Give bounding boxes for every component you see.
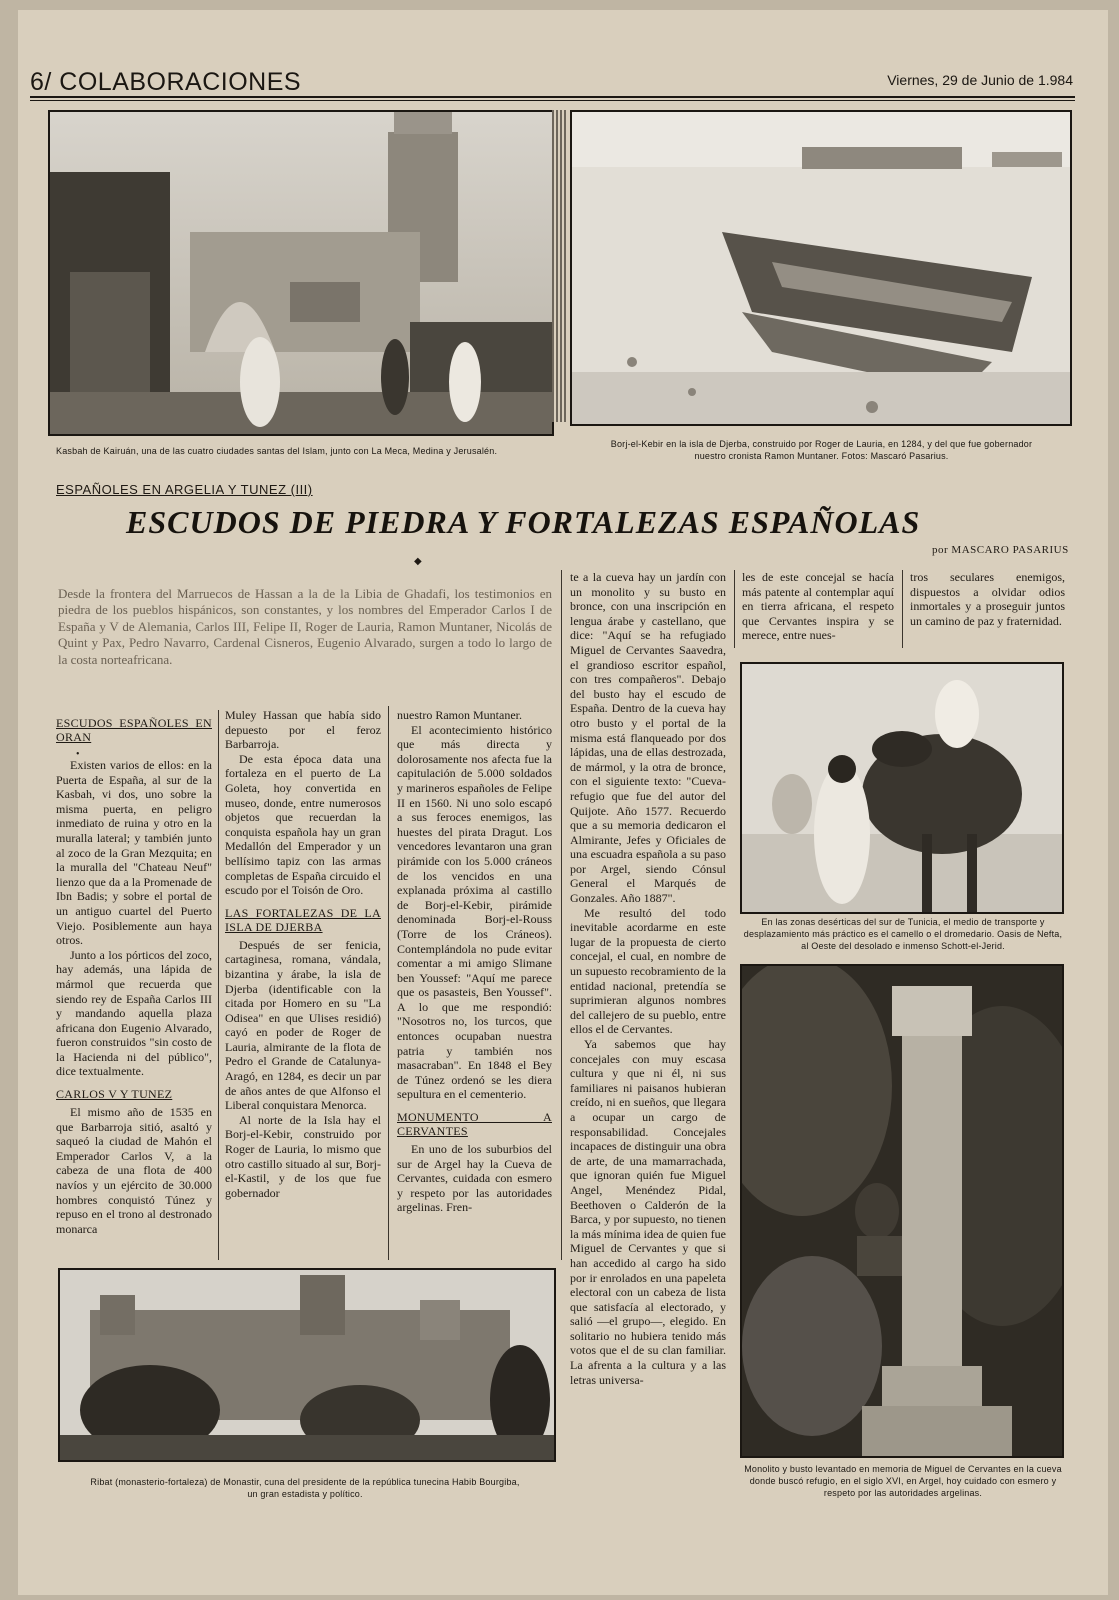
- column-3: [397, 708, 552, 1261]
- photo-kasbah-kairouan: [48, 110, 554, 436]
- paragraph: En uno de los suburbios del sur de Argel hay la Cueva de Cervantes, cuidada con esmero y respeto por las autoridades argelinas. Fren-: [397, 1142, 552, 1215]
- column-rule: [561, 570, 562, 1260]
- paragraph: El mismo año de 1535 en que Barbarroja sitió, asaltó y saqueó la ciudad de Mahón el Emperador Carlos V, a la cabeza de una flota de 400 navíos y un ejército de 30.000 hombres conquistó Túnez y repuso en el trono al destronado monarca: [56, 1105, 212, 1236]
- photo-borj-el-kebir: [570, 110, 1072, 426]
- paragraph: Después de ser fenicia, cartaginesa, romana, vándala, bizantina y árabe, la isla de Djerba (identificable con la citada por Homero en su "La Odisea" en que Ulises residió) cayó en poder de Roger de Lauria, almirante de la flota de Pedro el Grande de Catalunya-Aragó, en 1284, es decir un par de años antes de que Alfonso el Liberal conquistara Menorca.: [225, 937, 381, 1113]
- paragraph: tros seculares enemigos, dispuestos a olvidar odios inmortales y a proseguir juntos un camino de paz y fraternidad.: [910, 570, 1065, 628]
- paragraph: les de este concejal se hacía más patente al contemplar aquí en tierra africana, el respeto que Cervantes inspira y se merece, entre nues-: [742, 570, 894, 643]
- caption-djerba-line2: nuestro cronista Ramon Muntaner. Fotos: Mascaró Pasarius.: [694, 451, 949, 461]
- paragraph: Ya sabemos que hay concejales con muy escasa cultura y que ni él, ni sus familiares ni paisanos hubieran creído, ni en sueños, que llegara a ocupar un cargo de responsabilidad. Concejales incapaces de distinguir una obra de arte, de una mamarrachada, que ignoran quién fue Miguel Angel, Menéndez Pidal, Beethoven o Calderón de la Barca, y por supuesto, no tienen la más mínima idea de quien fue Miguel de Cervantes y que si han accedido al cargo ha sido por ir enrolados en una papeleta electoral con un cabeza de lista que satisfacía al electorado, y salió —el grupo—, elegido. En solitario no hubiera tenido más votos que el de su clan familiar. La afrenta a la cultura y a las letras universa-: [570, 1037, 726, 1387]
- caption-djerba-line1: Borj-el-Kebir en la isla de Djerba, construido por Roger de Lauria, en 1284, y del que fue gobernador: [610, 439, 1033, 449]
- paragraph: nuestro Ramon Muntaner.: [397, 708, 522, 722]
- caption-djerba: [574, 438, 1069, 462]
- ornament-icon: ◆: [414, 556, 422, 567]
- paragraph: te a la cueva hay un jardín con un monolito y su busto en bronce, con una inscripción en lengua árabe y castellano, que dice: "Aquí se ha refugiado Miguel de Cervantes Saavedra, el grandioso escritor español, con tres compañeros". Debajo del busto hay el escudo de España. Dentro de la cueva hay otro busto y el portal de la misma está flanqueado por dos lápidas, una de ellas destrozada, de mármol, y la otra de bronce, con el siguiente texto: "Cueva-refugio que fue del autor del Quijote. Año 1577. Recuerdo que a su memoria dedicaron el Almirante, Jefes y Oficiales de una escuadra española a su paso por Argel, siendo Cónsul General el Marqués de Gonzales. Año 1887".: [570, 570, 726, 906]
- monument-image: [742, 966, 1062, 1456]
- column-rule: [388, 706, 389, 1260]
- subhead-oran: ESCUDOS ESPAÑOLES EN ORAN: [56, 716, 212, 744]
- subhead-cervantes: MONUMENTO A CERVANTES: [397, 1110, 552, 1139]
- column-6: [910, 570, 1065, 650]
- caption-camel: En las zonas desérticas del sur de Tunicia, el medio de transporte y desplazamiento más práctico es el camello o el dromedario. Oasis de Nefta, al Oeste del desolado e inmenso Schott-el-Jerid.: [743, 917, 1063, 951]
- photo-cervantes-monument: [740, 964, 1064, 1458]
- caption-ribat-line1: Ribat (monasterio-fortaleza) de Monastir, cuna del presidente de la república tunecina Habib Bourgiba,: [90, 1477, 520, 1487]
- lead-paragraph: Desde la frontera del Marruecos de Hassan a la de la Libia de Ghadafi, los testimonios en piedra de los pueblos hispánicos, son constantes, y los nombres del Emperador Carlos I de España y V de Alemania, Carlos III, Felipe II, Roger de Lauria, Ramon Muntaner, Nicolás de Quint y Pax, Pedro Navarro, Cardenal Cisneros, Eugenio Alvarado, surgen a todo lo largo de la costa norteafricana.: [58, 586, 552, 667]
- series-kicker: ESPAÑOLES EN ARGELIA Y TUNEZ (III): [56, 482, 313, 497]
- column-4: [570, 570, 726, 1520]
- paragraph: De esta época data una fortaleza en el puerto de La Goleta, hoy convertida en museo, donde, entre numerosos objetos que recuerdan la conquista española hay un gran Medallón del Emperador y un bellísimo tapiz con las armas completas de España circuido el escudo por el Toisón de Oro.: [225, 751, 381, 898]
- paragraph: Me resultó del todo inevitable acordarme en este lugar de la propuesta de cierto concejal, el cual, en nombre de un supuesto recobramiento de la entidad nacional, pretendía se suprimieran algunos nombres del callejero de su pueblo, entre ellos el de Cervantes.: [570, 905, 726, 1037]
- kasbah-image: [50, 112, 552, 434]
- photo-divider: [552, 110, 568, 422]
- column-2: [225, 708, 381, 1261]
- caption-monument: Monolito y busto levantado en memoria de Miguel de Cervantes en la cueva donde buscó refugio, en el siglo XVI, en Argel, hoy cuidado con esmero y respeto por las autoridades argelinas.: [744, 1464, 1062, 1498]
- paragraph: Al norte de la Isla hay el Borj-el-Kebir, construido por Roger de Lauria, lo mismo que otro castillo situado al sur, Borj-el-Kastil, y de los que fue gobernador: [225, 1112, 381, 1200]
- caption-ribat: [58, 1476, 552, 1500]
- column-1: [56, 716, 212, 1261]
- camel-image: [742, 664, 1062, 912]
- caption-ribat-line2: un gran estadista y político.: [247, 1489, 363, 1499]
- paragraph: Existen varios de ellos: en la Puerta de España, al sur de la Kasbah, vi dos, uno sobre la misma puerta, en peligro inmediato de ruina y otro en la muralla lateral; y también junto al zoco de la Gran Mezquita; en la muralla del "Chateau Neuf" lienzo que da a la Promenade de Ibn Badis; y sobre el portal de un antiguo cuartel del Puerto Viejo. Posiblemente aun haya otros.: [56, 758, 212, 948]
- section-title: 6/ COLABORACIONES: [30, 68, 302, 96]
- boats-image: [572, 112, 1070, 424]
- ornament-dot: •: [76, 749, 80, 760]
- column-rule: [902, 570, 903, 648]
- subhead-carlos-v: CARLOS V Y TUNEZ: [56, 1087, 173, 1102]
- paragraph: Muley Hassan que había sido depuesto por el feroz Barbarroja.: [225, 708, 381, 752]
- paragraph: Junto a los pórticos del zoco, hay además, una lápida de mármol que recuerda que siendo rey de España Carlos III y mandando aquella plaza africana don Eugenio Alvarado, fueron construidos "sin costo de la Hacienda ni del público", dice textualmente.: [56, 947, 212, 1079]
- subhead-djerba: LAS FORTALEZAS DE LA ISLA DE DJERBA: [225, 905, 381, 934]
- column-rule: [734, 570, 735, 648]
- caption-kairouan: Kasbah de Kairuán, una de las cuatro ciudades santas del Islam, junto con La Meca, Medina y Jerusalén.: [56, 446, 498, 456]
- issue-date: Viernes, 29 de Junio de 1.984: [887, 72, 1073, 88]
- ribat-image: [60, 1270, 554, 1460]
- byline: por MASCARO PASARIUS: [932, 544, 1069, 556]
- column-5: [742, 570, 894, 650]
- photo-camel-nefta: [740, 662, 1064, 914]
- header-rule-thin: [30, 100, 1075, 101]
- headline: ESCUDOS DE PIEDRA Y FORTALEZAS ESPAÑOLAS: [126, 504, 921, 540]
- paragraph: El acontecimiento histórico que más directa y dolorosamente nos afecta fue la capitulación de 5.000 soldados y marineros españoles de Felipe II en 1560. Ni uno solo escapó a sus feroces enemigos, las huestes del pirata Dragut. Los vencedores levantaron una gran pirámide con los 5.000 cráneos de los vencidos en una explanada próxima al castillo de Borj-el-Kebir, pirámide denominada Borj-el-Rouss (Torre de los Cráneos). Contemplándola no pude evitar comentar a mi amigo Slimane ben Youssef: "Aquí me parece que os pasasteis, Ben Youssef". A lo que me respondió: "Nosotros no, los turcos, que entonces ocupaban nuestra patria y también nos masacraban". En 1848 el Bey de Túnez ordenó se les diera sepultura en el cementerio.: [397, 722, 552, 1102]
- column-rule: [218, 710, 219, 1260]
- header-rule: [30, 96, 1075, 98]
- photo-ribat-monastir: [58, 1268, 556, 1462]
